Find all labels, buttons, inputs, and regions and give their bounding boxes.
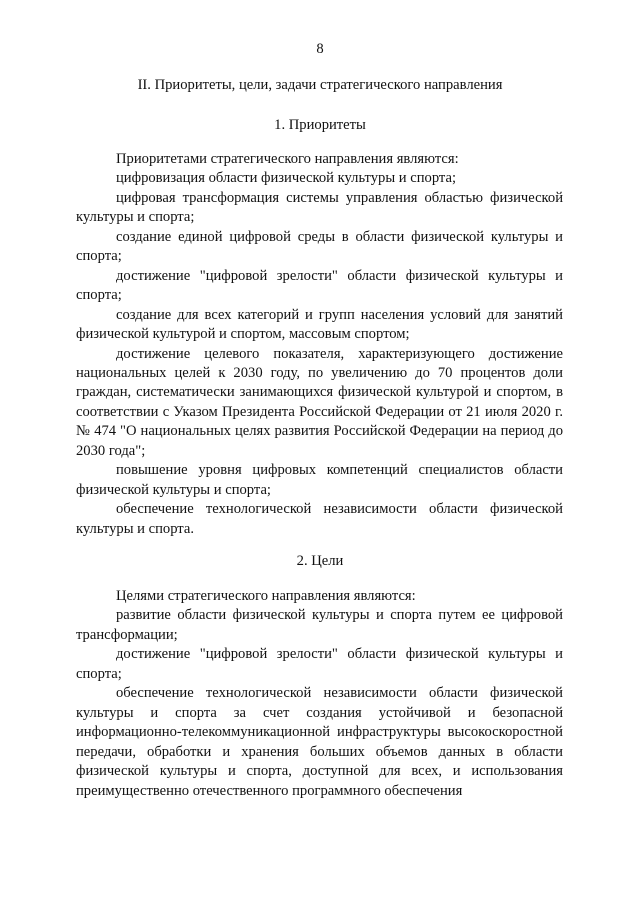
page-number: 8	[316, 41, 324, 57]
goals-body	[76, 587, 563, 801]
section-title: II. Приоритеты, цели, задачи стратегического направления	[137, 77, 503, 93]
goals-paragraph: обеспечение технологической независимости области физической культуры и спорта за счет создания устойчивой и безопасной информационно-телекоммуникационной инфраструктуры высокоскоростной передачи, обработки и хранения больших объемов данных в области физической культуры и спорта, доступной для всех, и использования преимущественно отечественного программного обеспечения	[76, 685, 563, 799]
goals-paragraph: достижение "цифровой зрелости" области физической культуры и спорта;	[76, 646, 563, 682]
priorities-body	[76, 150, 563, 539]
goals-paragraph: развитие области физической культуры и спорта путем ее цифровой трансформации;	[76, 607, 563, 643]
priorities-paragraph: цифровая трансформация системы управления областью физической культуры и спорта;	[76, 189, 563, 226]
priorities-heading: 1. Приоритеты	[274, 117, 366, 133]
priorities-paragraph: достижение "цифровой зрелости" области физической культуры и спорта;	[76, 267, 563, 304]
goals-heading: 2. Цели	[296, 553, 344, 569]
priorities-paragraph: повышение уровня цифровых компетенций специалистов области физической культуры и спорта;	[76, 462, 563, 498]
goals-paragraph: Целями стратегического направления являются:	[116, 588, 416, 604]
priorities-paragraph: Приоритетами стратегического направления являются:	[116, 151, 459, 167]
priorities-paragraph: создание единой цифровой среды в области физической культуры и спорта;	[76, 228, 563, 265]
priorities-paragraph: создание для всех категорий и групп населения условий для занятий физической культурой и спортом, массовым спортом;	[76, 306, 563, 343]
priorities-paragraph: цифровизация области физической культуры и спорта;	[116, 170, 457, 187]
priorities-paragraph: обеспечение технологической независимости области физической культуры и спорта.	[76, 501, 563, 537]
priorities-paragraph: достижение целевого показателя, характеризующего достижение национальных целей к 2030 году, по увеличению до 70 процентов доли граждан, систематически занимающихся физической культурой и спортом, в соответствии с Указом Президента Российской Федерации от 21 июля 2020 г. № 474 "О национальных целях развития Российской Федерации на период до 2030 года";	[76, 345, 563, 459]
